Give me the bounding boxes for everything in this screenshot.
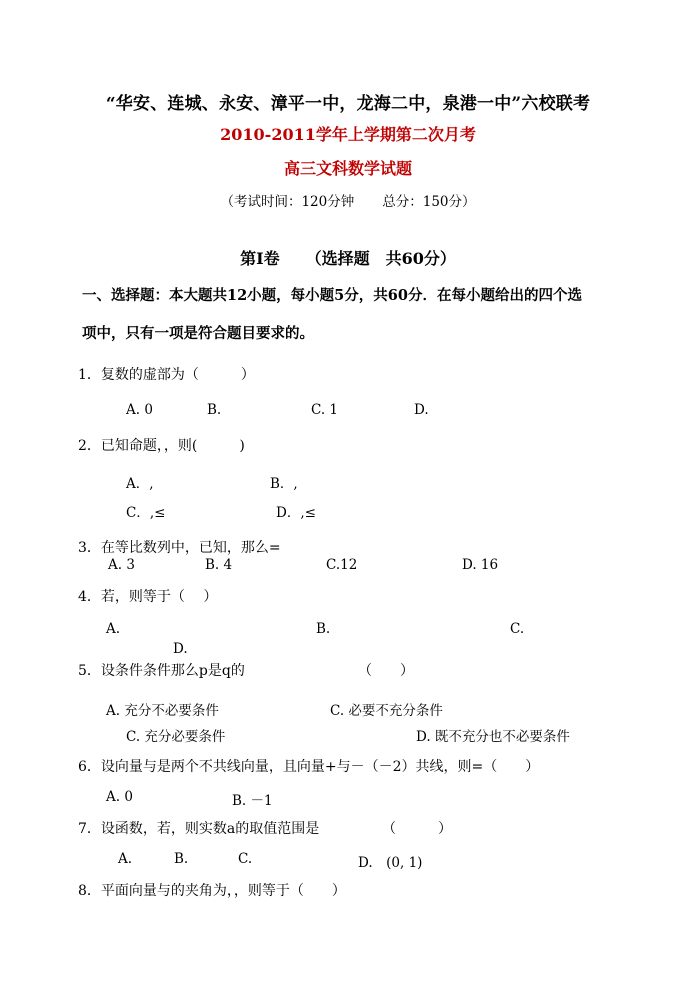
question-2-option-b: B．,	[270, 476, 298, 492]
question-7-stem: 7．设函数，若，则实数a的取值范围是	[78, 821, 320, 837]
question-6-stem: 6．设向量与是两个不共线向量，且向量+与－（－2）共线，则=（ ）	[78, 759, 540, 775]
question-4-option-c: C.	[510, 621, 525, 637]
question-4-option-a: A.	[106, 621, 121, 637]
question-1-stem: 1．复数的虚部为（ ）	[78, 367, 255, 383]
question-5-option-c1: C. 必要不充分条件	[330, 703, 443, 719]
question-7-option-b: B.	[174, 851, 189, 867]
question-1-option-a: A. 0	[126, 402, 153, 418]
exam-duration: （考试时间：120分钟	[220, 194, 355, 210]
question-7-option-a: A.	[118, 851, 133, 867]
question-5-stem: 5．设条件条件那么p是q的	[78, 663, 245, 679]
question-5-answer-paren: （ ）	[358, 663, 414, 679]
question-5-option-c2: C. 充分必要条件	[126, 729, 226, 745]
question-6-option-a: A. 0	[106, 789, 133, 805]
question-3-option-a: A. 3	[108, 557, 135, 573]
section-instructions-line1: 一、选择题：本大题共12小题，每小题5分，共60分．在每小题给出的四个选	[82, 287, 582, 304]
question-7-option-d: D. (0, 1)	[358, 855, 423, 871]
question-2-option-a: A．,	[126, 476, 154, 492]
question-6-option-b: B. －1	[232, 793, 273, 809]
question-1-option-b: B.	[207, 402, 222, 418]
question-4-option-d: D.	[173, 641, 188, 657]
question-4-option-b: B.	[316, 621, 331, 637]
section-instructions-line2: 项中，只有一项是符合题目要求的。	[82, 325, 314, 342]
part-label: 第Ⅰ卷	[240, 249, 280, 268]
exam-term-title: 2010-2011学年上学期第二次月考	[220, 125, 476, 144]
exam-total-score: 总分：150分）	[382, 194, 476, 210]
question-1-option-d: D.	[414, 402, 429, 418]
exam-union-title: “华安、连城、永安、漳平一中，龙海二中，泉港一中”六校联考	[105, 94, 591, 114]
question-2-option-c: C．,≤	[126, 505, 166, 521]
part-heading	[0, 246, 696, 269]
question-3-stem: 3．在等比数列中，已知，那么=	[78, 540, 281, 556]
question-3-option-b: B. 4	[205, 557, 233, 573]
question-5-option-d: D. 既不充分也不必要条件	[416, 729, 570, 745]
question-2-option-d: D．,≤	[276, 505, 316, 521]
part-note: （选择题 共60分）	[305, 249, 456, 268]
question-7-option-c: C.	[238, 851, 253, 867]
question-1-option-c: C. 1	[311, 402, 339, 418]
exam-subject-title: 高三文科数学试题	[283, 159, 412, 178]
exam-time-info	[0, 190, 696, 210]
question-3-option-d: D. 16	[462, 557, 499, 573]
question-3-option-c: C.12	[326, 557, 358, 573]
question-4-stem: 4．若，则等于（ ）	[78, 589, 218, 605]
question-7-answer-paren: （ ）	[382, 821, 452, 837]
question-8-stem: 8．平面向量与的夹角为，，则等于（ ）	[78, 883, 346, 899]
question-5-option-a: A. 充分不必要条件	[106, 703, 219, 719]
question-2-stem: 2．已知命题，，则( )	[78, 438, 245, 454]
